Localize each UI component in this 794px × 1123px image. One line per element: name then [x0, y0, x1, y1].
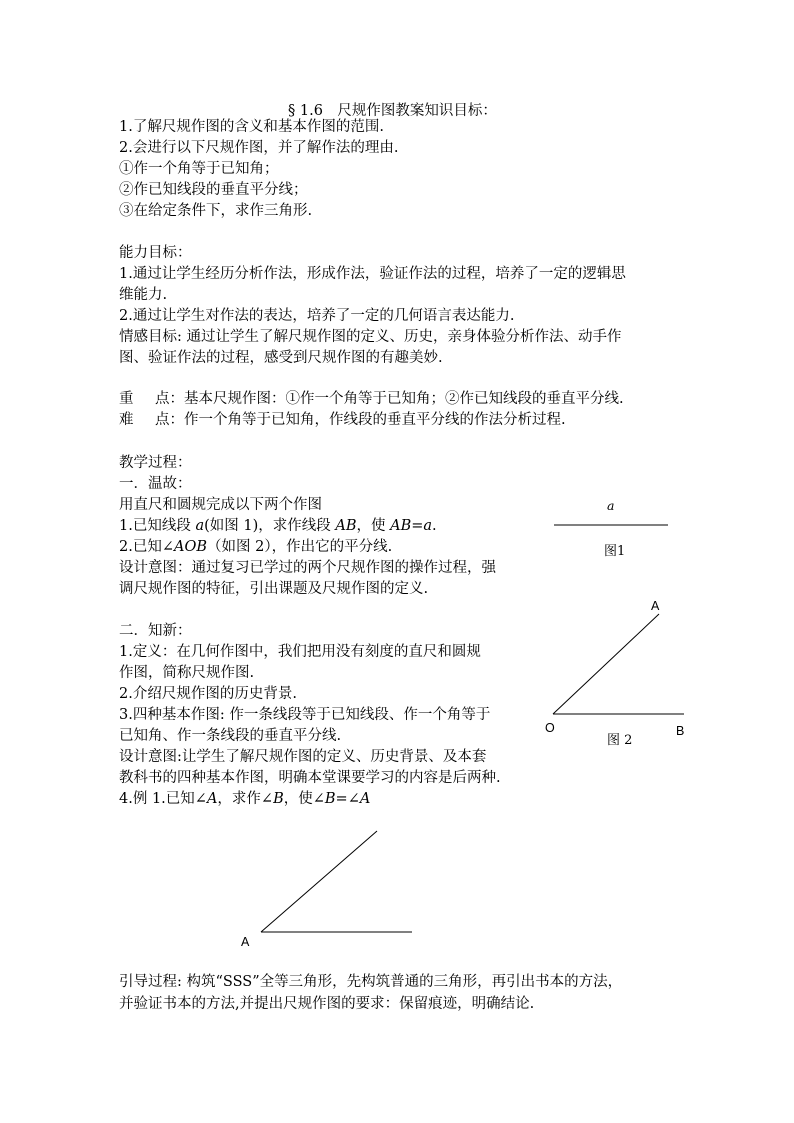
- document-title: § 1.6 尺规作图教案知识目标：: [288, 103, 497, 119]
- process-heading: 教学过程：: [119, 455, 192, 471]
- new-line-2: 2.介绍尺规作图的历史背景.: [119, 686, 297, 702]
- fig1-caption: 图1: [604, 544, 626, 559]
- example-line: 4.例 1.已知∠A，求作∠B，使∠B=∠A: [119, 791, 371, 807]
- key-point-text: 点：基本尺规作图：①作一个角等于已知角；②作已知线段的垂直平分线.: [155, 391, 624, 407]
- fig3-point-a: A: [241, 935, 250, 949]
- review-line-3: 2.已知∠AOB（如图 2），作出它的平分线.: [119, 539, 393, 555]
- guide-line-2: 并验证书本的方法,并提出尺规作图的要求：保留痕迹，明确结论.: [119, 996, 535, 1012]
- emotion-line-2: 图、验证作法的过程，感受到尺规作图的有趣美妙.: [119, 350, 443, 366]
- review-intent-1: 设计意图：通过复习已学过的两个尺规作图的操作过程，强: [119, 560, 496, 576]
- new-line-4: 设计意图:让学生了解尺规作图的定义、历史背景、及本套: [119, 749, 487, 765]
- difficulty-label: 难: [119, 412, 134, 428]
- knowledge-line-4: ②作已知线段的垂直平分线；: [119, 182, 308, 198]
- ability-heading: 能力目标：: [119, 245, 192, 261]
- review-line-2: 1.已知线段 a(如图 1)，求作线段 AB，使 AB=a.: [119, 518, 437, 534]
- fig2-point-a: A: [651, 599, 660, 613]
- guide-line-1: 引导过程: 构筑“SSS”全等三角形，先构筑普通的三角形，再引出书本的方法，: [119, 974, 623, 990]
- difficulty-text: 点：作一个角等于已知角，作线段的垂直平分线的作法分析过程.: [155, 412, 566, 428]
- knowledge-line-5: ③在给定条件下，求作三角形.: [119, 203, 313, 219]
- new-line-3: 3.四种基本作图: 作一条线段等于已知线段、作一个角等于: [119, 707, 491, 723]
- key-point-label: 重: [119, 391, 134, 407]
- new-heading: 二．知新：: [119, 623, 192, 639]
- fig2-caption: 图 2: [607, 733, 633, 748]
- fig2-ray-oa: [553, 614, 659, 714]
- fig2-point-b: B: [676, 724, 685, 738]
- ability-line-1: 1.通过让学生经历分析作法，形成作法，验证作法的过程，培养了一定的逻辑思: [119, 266, 626, 282]
- emotion-line-1: 情感目标: 通过让学生了解尺规作图的定义、历史，亲身体验分析作法、动手作: [119, 329, 622, 345]
- new-line-1b: 作图，简称尺规作图.: [119, 665, 255, 681]
- fig1-segment-label: a: [607, 498, 615, 513]
- ability-line-2: 2.通过让学生对作法的表达，培养了一定的几何语言表达能力.: [119, 308, 515, 324]
- new-line-1: 1.定义：在几何作图中，我们把用没有刻度的直尺和圆规: [119, 644, 481, 660]
- new-line-3b: 已知角、作一条线段的垂直平分线.: [119, 728, 342, 744]
- new-line-4b: 教科书的四种基本作图，明确本堂课要学习的内容是后两种.: [119, 770, 501, 786]
- review-heading: 一．温故：: [119, 476, 192, 492]
- review-line-1: 用直尺和圆规完成以下两个作图: [119, 497, 322, 513]
- fig2-point-o: O: [545, 721, 555, 735]
- knowledge-line-1: 1.了解尺规作图的含义和基本作图的范围.: [119, 119, 384, 135]
- ability-line-1b: 维能力.: [119, 287, 168, 303]
- knowledge-line-2: 2.会进行以下尺规作图，并了解作法的理由.: [119, 140, 399, 156]
- knowledge-line-3: ①作一个角等于已知角；: [119, 161, 279, 177]
- fig3-ray-upper: [261, 831, 377, 932]
- review-intent-2: 调尺规作图的特征，引出课题及尺规作图的定义.: [119, 581, 429, 597]
